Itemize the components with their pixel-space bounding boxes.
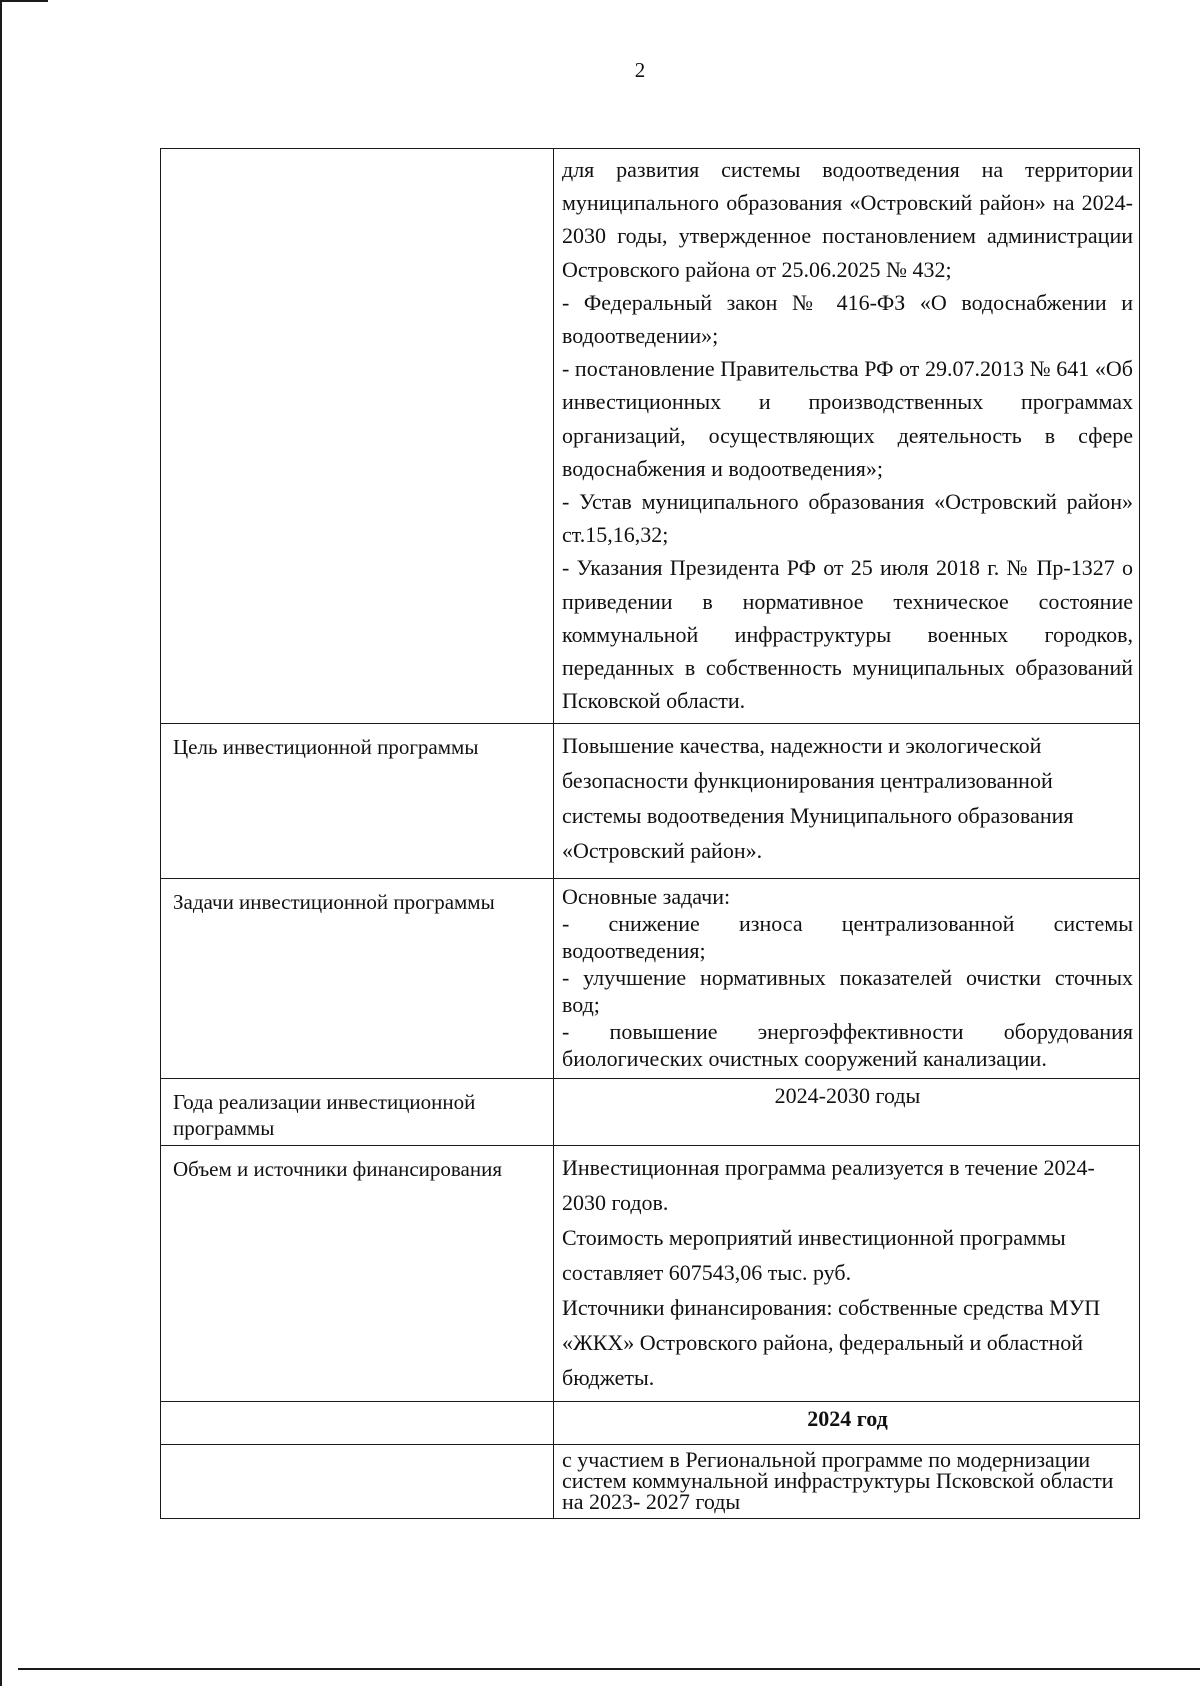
table-row-years xyxy=(161,1079,1140,1146)
year-2024-label-cell xyxy=(161,1402,554,1445)
goal-cell xyxy=(554,724,1140,879)
table-row-goal xyxy=(161,724,1140,879)
legal-basis-label-cell xyxy=(161,149,554,724)
investment-program-table xyxy=(160,148,1140,1519)
scan-edge-top xyxy=(0,0,48,2)
regional-program-note: с участием в Региональной программе по модернизации систем коммунальной инфраструктуры Псковской области на 2023- 2027 годы xyxy=(554,1445,1140,1519)
year-2024-heading: 2024 год xyxy=(554,1402,1140,1445)
table-row-tasks xyxy=(161,879,1140,1079)
table-row-financing xyxy=(161,1146,1140,1402)
years-value: 2024-2030 годы xyxy=(554,1079,1140,1146)
legal-basis-cell xyxy=(554,149,1140,724)
financing-cell xyxy=(554,1146,1140,1402)
financing-line: Инвестиционная программа реализуется в течение 2024-2030 годов. xyxy=(562,1155,1095,1216)
years-label: Года реализации инвестиционной программы xyxy=(161,1079,554,1146)
page-number: 2 xyxy=(634,58,646,82)
table-row-year-2024 xyxy=(161,1402,1140,1445)
goal-label: Цель инвестиционной программы xyxy=(161,724,554,879)
goal-text: Повышение качества, надежности и экологической безопасности функционирования централизованной системы водоотведения Муниципального образования «Островский район». xyxy=(562,733,1074,864)
legal-basis-item: - Устав муниципального образования «Островский район» ст.15,16,32; xyxy=(562,489,1133,548)
legal-basis-item: для развития системы водоотведения на территории муниципального образования «Островский район» на 2024-2030 годы, утвержденное постановлением администрации Островского района от 25.06.2025 № 432; xyxy=(562,157,1133,282)
table-row-regional-program xyxy=(161,1445,1140,1519)
legal-basis-item: - Указания Президента РФ от 25 июля 2018 г. № Пр-1327 о приведении в нормативное техническое состояние коммунальной инфраструктуры военных городков, переданных в собственность муниципальных образований Псковской области. xyxy=(562,555,1133,714)
regional-program-label-cell xyxy=(161,1445,554,1519)
financing-line: Стоимость мероприятий инвестиционной программы составляет 607543,06 тыс. руб. xyxy=(562,1225,1066,1286)
scan-edge-left xyxy=(0,0,2,1686)
legal-basis-item: - постановление Правительства РФ от 29.07.2013 № 641 «Об инвестиционных и производственных программах организаций, осуществляющих деятельность в сфере водоснабжения и водоотведения»; xyxy=(562,356,1133,481)
legal-basis-item: - Федеральный закон № 416-ФЗ «О водоснабжении и водоотведении»; xyxy=(562,289,1133,349)
tasks-heading: Основные задачи: xyxy=(562,884,731,910)
scan-edge-bottom xyxy=(18,1668,1200,1670)
tasks-cell xyxy=(554,879,1140,1079)
financing-label: Объем и источники финансирования xyxy=(161,1146,554,1402)
table-row-legal-basis xyxy=(161,149,1140,724)
tasks-label: Задачи инвестиционной программы xyxy=(161,879,554,1079)
task-item: - повышение энергоэффективности оборудования биологических очистных сооружений канализации. xyxy=(562,1019,1133,1072)
task-item: - улучшение нормативных показателей очистки сточных вод; xyxy=(562,965,1133,1018)
financing-line: Источники финансирования: собственные средства МУП «ЖКХ» Островского района, федеральный и областной бюджеты. xyxy=(562,1295,1101,1391)
task-item: - снижение износа централизованной системы водоотведения; xyxy=(562,911,1133,964)
